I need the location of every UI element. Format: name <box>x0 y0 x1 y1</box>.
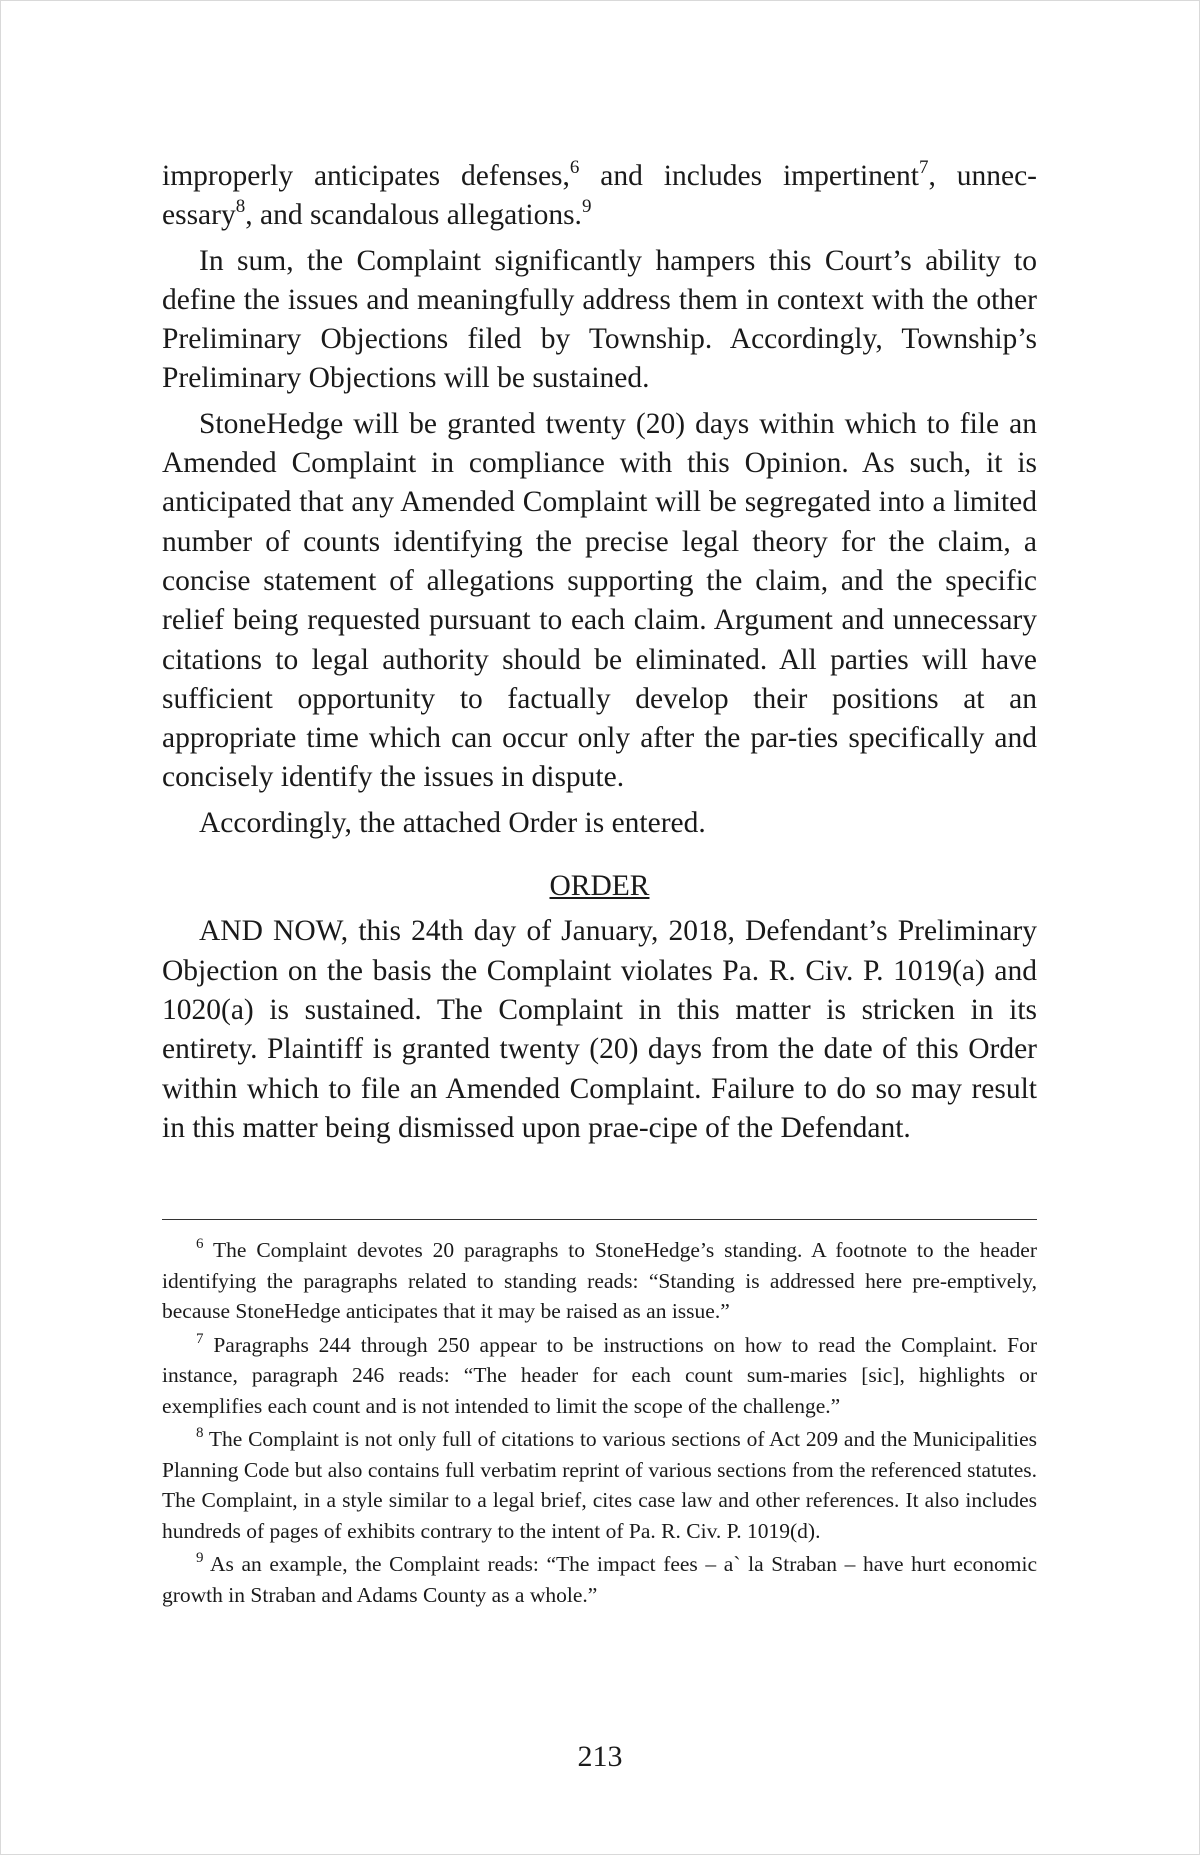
footnote-8 <box>162 1424 1037 1546</box>
footnote-ref-8[interactable]: 8 <box>235 196 246 218</box>
footnote-ref-6[interactable]: 6 <box>569 157 580 178</box>
footnote-text: As an example, the Complaint reads: “The impact fees – a` la Straban – have hurt economic growth in Straban and Adams County as a whole.” <box>162 1552 1037 1607</box>
footnote-text: The Complaint is not only full of citations to various sections of Act 209 and the Municipalities Planning Code but also contains full verbatim reprint of various sections from the referenced statutes. The Complaint, in a style similar to a legal brief, cites case law and other references. It also includes hundreds of pages of exhibits contrary to the intent of Pa. R. Civ. P. 1019(d). <box>162 1427 1037 1543</box>
page-number: 213 <box>577 1740 623 1773</box>
footnote-number: 6 <box>196 1236 204 1252</box>
footnote-9 <box>162 1549 1037 1610</box>
paragraph-order-entered: Accordingly, the attached Order is entered. <box>199 806 706 839</box>
text-run: improperly anticipates defenses, <box>162 160 570 192</box>
footnote-text: The Complaint devotes 20 paragraphs to StoneHedge’s standing. A footnote to the header identifying the paragraphs related to standing reads: “Standing is addressed here pre-emptively, because StoneHedge anticipates that it may be raised as an issue.” <box>162 1238 1037 1323</box>
order-heading: ORDER <box>549 870 650 903</box>
main-text <box>162 157 1037 1154</box>
text-run: , unnec-essary <box>162 160 1037 232</box>
footnote-7 <box>162 1330 1037 1422</box>
paragraph-continuation <box>162 157 1037 236</box>
paragraph-in-sum: In sum, the Complaint significantly hampers this Court’s ability to define the issues and meaningfully address them in context with the other Preliminary Objections filed by Township. Accordingly, Township’s Preliminary Objections will be sustained. <box>162 244 1037 395</box>
order-text: AND NOW, this 24th day of January, 2018, Defendant’s Preliminary Objection on the basis the Complaint violates Pa. R. Civ. P. 1019(a) and 1020(a) is sustained. The Complaint in this matter is stricken in its entirety. Plaintiff is granted twenty (20) days from the date of this Order within which to file an Amended Complaint. Failure to do so may result in this matter being dismissed upon prae-cipe of the Defendant. <box>162 915 1037 1144</box>
text-run: and includes impertinent <box>579 160 919 192</box>
footnote-ref-7[interactable]: 7 <box>918 157 929 178</box>
footnotes-section <box>162 1219 1037 1613</box>
footnote-number: 7 <box>196 1330 204 1347</box>
footnote-6 <box>162 1235 1037 1327</box>
text-run: , and scandalous allegations. <box>245 199 582 232</box>
paragraph-amended-complaint: StoneHedge will be granted twenty (20) days within which to file an Amended Complaint in compliance with this Opinion. As such, it is anticipated that any Amended Complaint will be segregated into a limited number of counts identifying the precise legal theory for the claim, a concise statement of allegations supporting the claim, and the specific relief being requested pursuant to each claim. Argument and unnecessary citations to legal authority should be eliminated. All parties will have sufficient opportunity to factually develop their positions at an appropriate time which can occur only after the par-ties specifically and concisely identify the issues in dispute. <box>162 407 1037 794</box>
footnote-ref-9[interactable]: 9 <box>581 196 592 218</box>
footnote-number: 9 <box>196 1550 204 1566</box>
footnote-number: 8 <box>196 1425 204 1441</box>
footnote-text: Paragraphs 244 through 250 appear to be instructions on how to read the Complaint. For instance, paragraph 246 reads: “The header for each count sum-maries [sic], highlights or exemplifies each count and is not intended to limit the scope of the challenge.” <box>162 1332 1037 1418</box>
